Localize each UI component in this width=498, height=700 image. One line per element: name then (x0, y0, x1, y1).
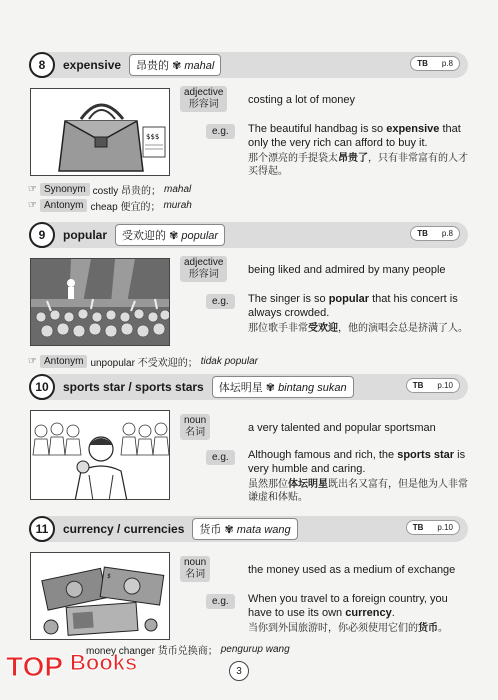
definition: a very talented and popular sportsman (248, 422, 436, 434)
logo-bottom-text: Books (70, 650, 138, 675)
entry-word: popular (63, 228, 107, 242)
related-malay: pengurup wang (220, 644, 290, 655)
flower-icon: ✾ (265, 382, 275, 394)
malay-translation: bintang sukan (278, 382, 347, 394)
example-sentence (248, 592, 470, 620)
currency-illustration (30, 552, 170, 640)
malay-translation: mahal (184, 60, 215, 72)
example-text: When you travel to a foreign country, you have to use its own (248, 593, 448, 619)
topbooks-logo (0, 646, 140, 696)
pos-english: adjective (184, 257, 224, 268)
textbook-ref (406, 378, 460, 393)
antonym-malay: tidak popular (200, 356, 258, 367)
handbag-illustration (30, 88, 170, 176)
entry-word: sports star / sports stars (63, 380, 204, 394)
example-cn-text: 既出名又富有，但是他为人非常谦虚和体贴。 (248, 479, 468, 503)
example-text: . (391, 607, 395, 619)
example-chinese (248, 322, 470, 335)
tb-page: p.10 (437, 523, 453, 532)
pos-chinese: 名词 (185, 427, 206, 438)
example-sentence (248, 292, 470, 320)
antonym-text: cheap 便宜的； (90, 202, 161, 213)
tb-label: TB (417, 229, 428, 238)
example-cn-keyword: 体坛明星 (288, 479, 328, 490)
logo-top-text: TOP (6, 651, 64, 682)
chinese-translation: 昂贵的 (136, 60, 170, 72)
example-cn-text: 当你到外国旅游时，你必须使用它们的 (248, 623, 418, 634)
definition: being liked and admired by many people (248, 264, 446, 276)
synonym-line (28, 182, 191, 197)
translation-box (192, 518, 297, 540)
synonym-text: costly 昂贵的； (92, 186, 161, 197)
antonym-line (28, 354, 258, 369)
entry-number: 9 (29, 222, 55, 248)
textbook-ref (410, 226, 460, 241)
entry-header-11 (30, 516, 468, 542)
concert-illustration (30, 258, 170, 346)
example-text: Although famous and rich, the (248, 449, 398, 461)
example-chinese (248, 622, 470, 635)
example-keyword: currency (345, 607, 392, 619)
pointing-hand-icon: ☞ (28, 184, 37, 195)
related-text: money changer 货币兑换商； (86, 646, 218, 657)
chinese-translation: 货币 (199, 524, 222, 536)
pointing-hand-icon: ☞ (28, 200, 37, 211)
svg-text:$$$: $$$ (146, 133, 160, 141)
part-of-speech (180, 86, 227, 112)
synonym-malay: mahal (164, 184, 192, 195)
antonym-malay: murah (163, 200, 192, 211)
pos-chinese: 形容词 (188, 99, 219, 110)
example-text: that his concert is always crowded. (248, 293, 458, 319)
eg-label: e.g. (206, 594, 235, 609)
example-cn-keyword: 受欢迎 (308, 323, 338, 334)
example-cn-text: 那个漂亮的手提袋太 (248, 153, 338, 164)
entry-header-9 (30, 222, 468, 248)
svg-text:$: $ (106, 572, 112, 581)
entry-number: 11 (29, 516, 55, 542)
pos-english: noun (184, 415, 207, 426)
sports-star-illustration (30, 410, 170, 500)
example-cn-text: 虽然那位 (248, 479, 288, 490)
antonym-text: unpopular 不受欢迎的； (90, 358, 198, 369)
flower-icon: ✾ (169, 230, 179, 242)
example-cn-keyword: 昂贵了 (338, 153, 368, 164)
example-text: that only the very rich can afford to buy it. (248, 123, 461, 149)
pos-english: adjective (184, 87, 224, 98)
example-cn-text: 那位歌手非常 (248, 323, 308, 334)
textbook-ref (406, 520, 460, 535)
translation-box (129, 54, 221, 76)
tb-page: p.8 (441, 229, 453, 238)
example-cn-text: ，他的演唱会总是挤满了人。 (338, 323, 468, 334)
pos-chinese: 形容词 (188, 269, 219, 280)
definition: costing a lot of money (248, 94, 356, 106)
tb-page: p.10 (437, 381, 453, 390)
translation-box (115, 224, 225, 246)
flower-icon: ✾ (172, 60, 182, 72)
tb-label: TB (412, 523, 424, 532)
entry-header-8 (30, 52, 468, 78)
example-keyword: popular (328, 293, 370, 305)
example-sentence (248, 448, 470, 476)
example-cn-text: 。 (438, 623, 448, 634)
malay-translation: popular (181, 230, 219, 242)
example-text: The singer is so (248, 293, 329, 305)
pos-chinese: 名词 (185, 569, 206, 580)
example-chinese (248, 478, 470, 504)
entry-word: currency / currencies (63, 522, 185, 536)
tb-label: TB (412, 381, 424, 390)
definition: the money used as a medium of exchange (248, 564, 456, 576)
textbook-ref (410, 56, 460, 71)
eg-label: e.g. (206, 124, 235, 139)
tb-page: p.8 (441, 59, 453, 68)
eg-label: e.g. (206, 294, 235, 309)
malay-translation: mata wang (236, 524, 291, 536)
antonym-tag: Antonym (40, 355, 87, 368)
example-cn-text: ，只有非常富有的人才买得起。 (248, 153, 468, 177)
chinese-translation: 受欢迎的 (122, 230, 166, 242)
part-of-speech (180, 414, 210, 440)
flower-icon: ✾ (224, 524, 234, 536)
example-keyword: expensive (386, 123, 440, 135)
entry-number: 10 (29, 374, 55, 400)
translation-box (212, 376, 354, 398)
page-number: 3 (229, 661, 249, 681)
part-of-speech (180, 556, 210, 582)
example-sentence (248, 122, 470, 150)
example-chinese (248, 152, 470, 178)
chinese-translation: 体坛明星 (218, 382, 263, 394)
entry-word: expensive (63, 58, 122, 72)
antonym-line (28, 198, 192, 213)
example-text: is very humble and caring. (248, 449, 466, 475)
example-keyword: sports star (397, 449, 455, 461)
synonym-tag: Synonym (40, 183, 90, 196)
tb-label: TB (417, 59, 428, 68)
pos-english: noun (184, 557, 207, 568)
part-of-speech (180, 256, 227, 282)
example-cn-keyword: 货币 (418, 623, 438, 634)
antonym-tag: Antonym (40, 199, 87, 212)
entry-header-10 (30, 374, 468, 400)
eg-label: e.g. (206, 450, 235, 465)
entry-number: 8 (29, 52, 55, 78)
pointing-hand-icon: ☞ (28, 356, 37, 367)
example-text: The beautiful handbag is so (248, 123, 387, 135)
